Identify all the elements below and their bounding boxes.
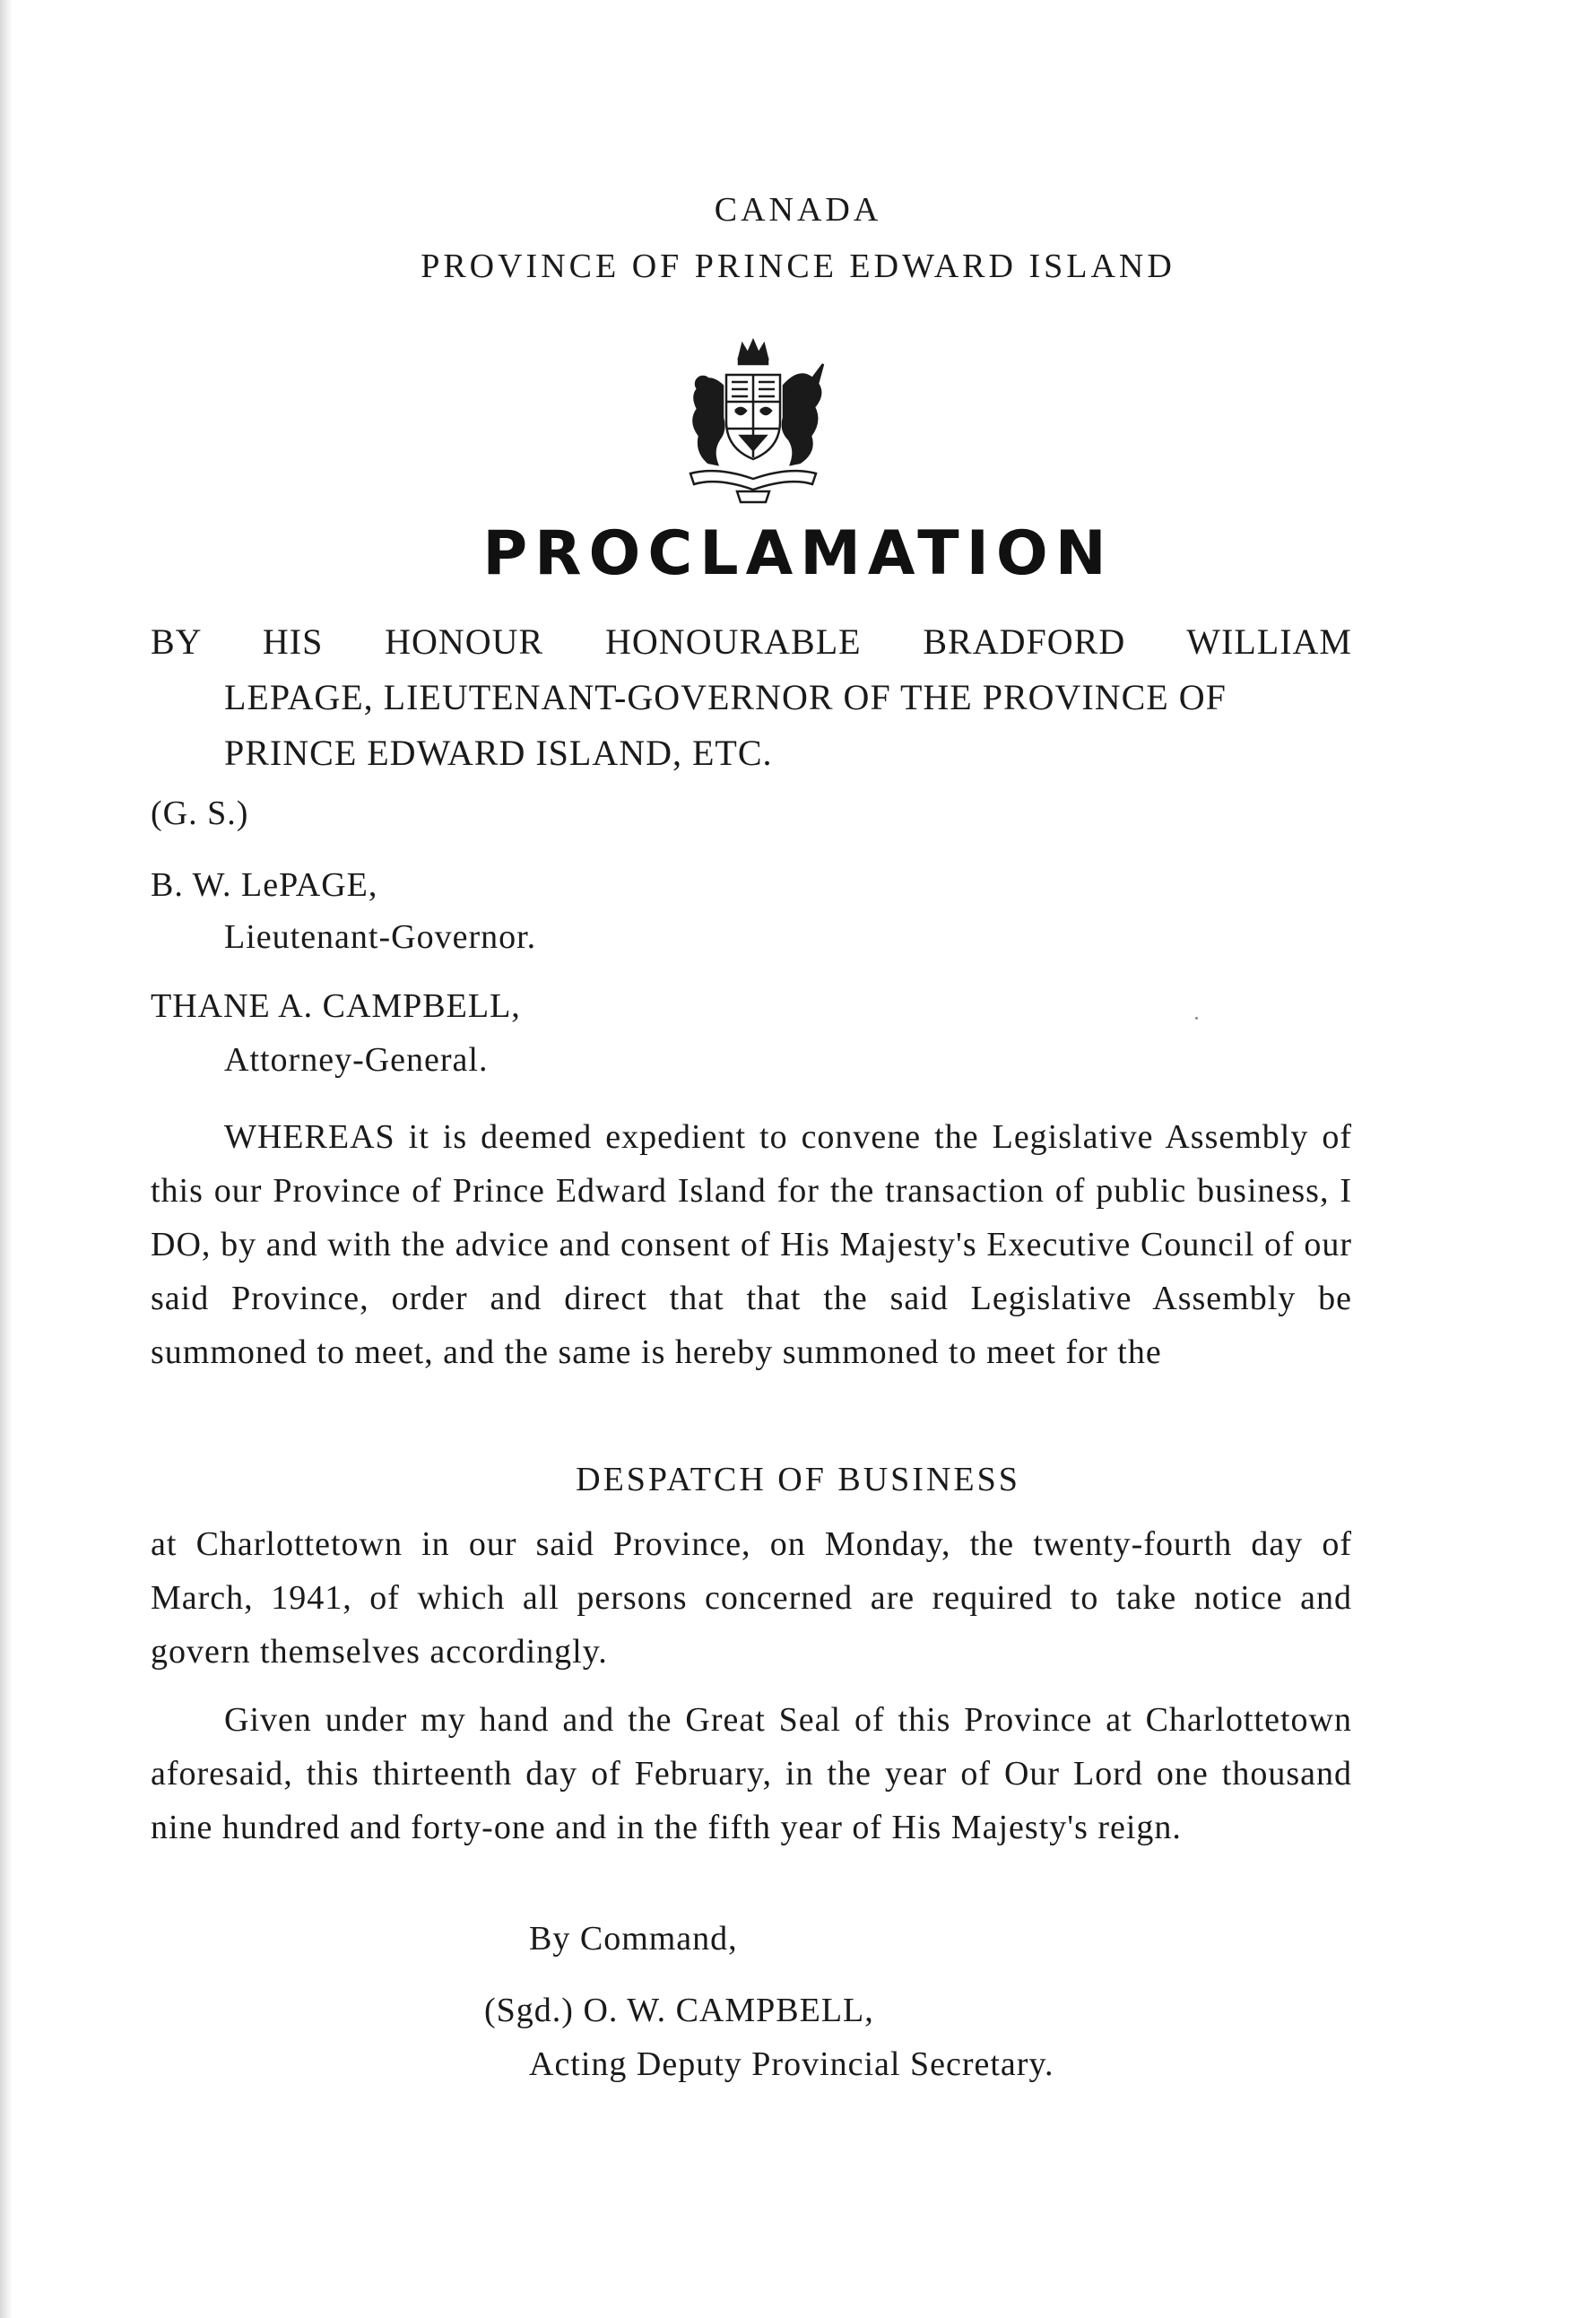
coat-of-arms-icon — [664, 332, 843, 511]
despatch-heading: DESPATCH OF BUSINESS — [576, 1461, 1020, 1498]
by-command: By Command, — [529, 1920, 738, 1958]
heading-province: PROVINCE OF PRINCE EDWARD ISLAND — [421, 247, 1175, 285]
heading-country: CANADA — [714, 191, 882, 229]
great-seal-mark: (G. S.) — [151, 794, 249, 832]
page-title: PROCLAMATION — [482, 518, 1114, 589]
signed-secretary-title: Acting Deputy Provincial Secretary. — [529, 2045, 1054, 2083]
signatory-name-attorney: THANE A. CAMPBELL, — [151, 987, 521, 1025]
body-paragraph-whereas: WHEREAS it is deemed expedient to convene the Legislative Assembly of this our Province of Prince Edward Island for the transaction of public business, I DO, by and with the advice and consent of His Majesty's Executive Council of our said Province, order and direct that that the said Legislative Assembly be summoned to meet, and the same is hereby summoned to meet for the — [151, 1118, 1352, 1371]
signatory-name-governor: B. W. LePAGE, — [151, 866, 378, 904]
byline-first-line: BY HIS HONOUR HONOURABLE BRADFORD WILLIAM — [151, 621, 1352, 662]
byline-continuation: LEPAGE, LIEUTENANT-GOVERNOR OF THE PROVINCE OF PRINCE EDWARD ISLAND, ETC. — [224, 677, 1227, 773]
signed-secretary: (Sgd.) O. W. CAMPBELL, — [484, 1992, 874, 2029]
signatory-title-attorney: Attorney-General. — [224, 1041, 489, 1079]
body-paragraph-given: Given under my hand and the Great Seal of this Province at Charlottetown aforesaid, this thirteenth day of February, in the year of Our Lord one thousand nine hundred and forty-one and in the fifth year of His Majesty's reign. — [151, 1701, 1352, 1846]
signatory-title-governor: Lieutenant-Governor. — [224, 918, 537, 956]
body-paragraph-meeting: at Charlottetown in our said Province, on Monday, the twenty-fourth day of March, 1941, of which all persons concerned are required to take notice and govern themselves accordingly. — [151, 1525, 1352, 1671]
proclamation-byline — [151, 614, 1352, 781]
page-edge-shadow — [0, 0, 13, 2318]
stray-mark — [1195, 1017, 1198, 1020]
